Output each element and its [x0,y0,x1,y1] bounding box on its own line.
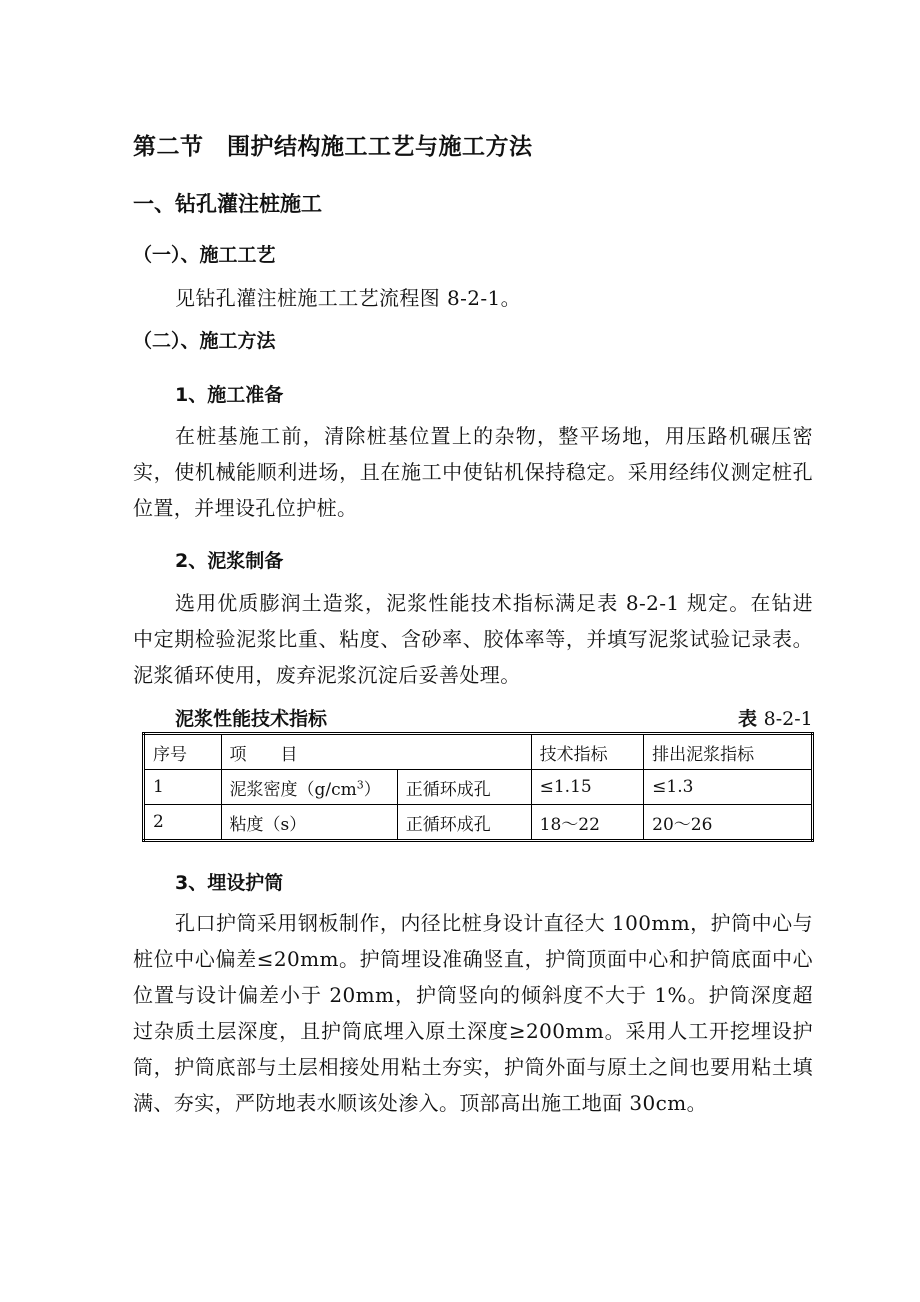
table-caption: 泥浆性能技术指标 [175,708,328,730]
heading-bored-pile-construction: 一、钻孔灌注桩施工 [133,192,322,216]
cell-method: 正循环成孔 [397,770,531,805]
table-header-row [144,734,813,770]
paragraph-step-3: 孔口护筒采用钢板制作，内径比桩身设计直径大 100mm，护筒中心与桩位中心偏差≤20mm。护筒埋设准确竖直，护筒顶面中心和护筒底面中心位置与设计偏差小于 20mm，护筒竖向的倾斜度不大于 1%。护筒深度超过杂质土层深度，且护筒底埋入原土深度≥200mm。采用人工开挖埋设护筒，护筒底部与土层相接处用粘土夯实，护筒外面与原土之间也要用粘土填满、夯实，严防地表水顺该处渗入。顶部高出施工地面 30cm。 [133,911,813,1115]
cell-no: 2 [144,805,222,841]
cell-discharge: ≤1.3 [644,770,813,805]
table-row [144,805,813,841]
cell-tech: 18～22 [531,805,644,841]
cell-item-tail: ） [363,779,381,800]
paragraph-process-reference: 见钻孔灌注桩施工工艺流程图 8-2-1。 [175,286,522,310]
cell-no: 1 [144,770,222,805]
table-number-label: 表 [738,708,758,730]
cell-item-sup: 3 [356,777,364,791]
table-number-value: 8-2-1 [763,708,813,730]
table-number [738,704,813,731]
heading-step-2-mud-preparation: 2、泥浆制备 [175,550,284,572]
header-discharge-index: 排出泥浆指标 [644,734,813,770]
cell-item: 粘度（s） [221,805,397,841]
section-title: 第二节 围护结构施工工艺与施工方法 [133,134,533,160]
paragraph-step-1: 在桩基施工前，清除桩基位置上的杂物，整平场地，用压路机碾压密实，使机械能顺利进场，且在施工中使钻机保持稳定。采用经纬仪测定桩孔位置，并埋设孔位护桩。 [133,424,813,520]
heading-step-1-preparation: 1、施工准备 [175,384,284,406]
cell-method: 正循环成孔 [397,805,531,841]
heading-construction-method: （二）、施工方法 [133,330,276,352]
paragraph-step-2: 选用优质膨润土造浆，泥浆性能技术指标满足表 8-2-1 规定。在钻进中定期检验泥浆比重、粘度、含砂率、胶体率等，并填写泥浆试验记录表。泥浆循环使用，废弃泥浆沉淀后妥善处理。 [133,591,813,687]
heading-step-3-casing: 3、埋设护筒 [175,872,284,894]
cell-item [221,770,397,805]
cell-discharge: 20～26 [644,805,813,841]
cell-item-text: 泥浆密度（g/cm [229,779,357,800]
table-row [144,770,813,805]
heading-construction-process: （一）、施工工艺 [133,244,276,266]
header-no: 序号 [144,734,222,770]
header-tech-index: 技术指标 [531,734,644,770]
header-item: 项 目 [221,734,531,770]
mud-performance-table [142,732,814,842]
cell-tech: ≤1.15 [531,770,644,805]
